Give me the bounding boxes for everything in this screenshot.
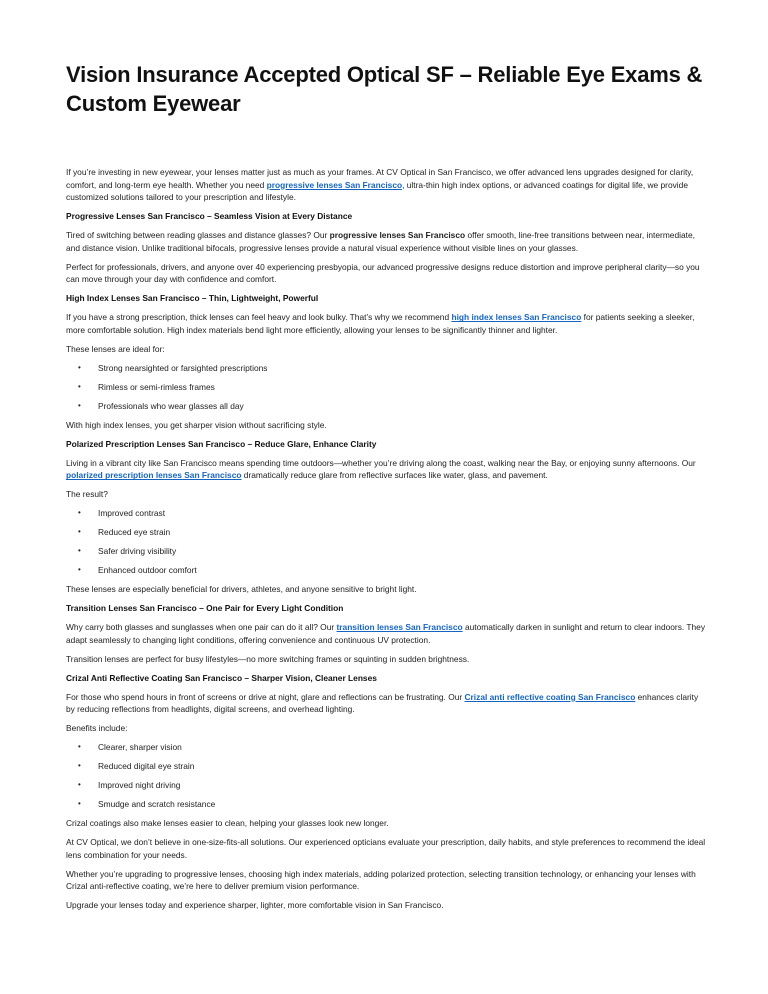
progressive-paragraph-1 xyxy=(66,229,708,254)
bold-text: progressive lenses San Francisco xyxy=(329,230,466,241)
text: automatically darken in sunlight and return to clear indoors. They adapt seamlessly to changing light conditions, offering convenience and continuous UV protection. xyxy=(66,622,706,645)
crizal-list-intro: Benefits include: xyxy=(66,723,128,734)
transition-paragraph-2: Transition lenses are perfect for busy lifestyles—no more switching frames or squinting in sudden brightness. xyxy=(66,653,470,664)
polarized-list xyxy=(66,507,708,577)
list-item: • Safer driving visibility xyxy=(66,545,708,558)
text: For those who spend hours in front of screens or drive at night, glare and reflections can be frustrating. Our xyxy=(66,691,465,702)
section-heading-polarized: Polarized Prescription Lenses San Francisco – Reduce Glare, Enhance Clarity xyxy=(66,438,377,449)
list-item: • Professionals who wear glasses all day xyxy=(66,400,708,413)
polarized-paragraph-1 xyxy=(66,457,708,482)
section-heading-progressive: Progressive Lenses San Francisco – Seamless Vision at Every Distance xyxy=(66,211,353,222)
crizal-paragraph-1 xyxy=(66,691,708,716)
crizal-list xyxy=(66,741,708,811)
list-item: • Enhanced outdoor comfort xyxy=(66,564,708,577)
section-heading-transition: Transition Lenses San Francisco – One Pair for Every Light Condition xyxy=(66,603,344,614)
intro-text-end: , ultra-thin high index options, or advanced coatings for digital life, we provide customized solutions tailored to your prescription and lifestyle. xyxy=(66,179,688,203)
closing-paragraph-3: Upgrade your lenses today and experience sharper, lighter, more comfortable vision in San Francisco. xyxy=(66,900,444,911)
list-item: • Improved contrast xyxy=(66,507,708,520)
polarized-lenses-link[interactable]: polarized prescription lenses San Francisco xyxy=(66,470,242,481)
progressive-lenses-link[interactable]: progressive lenses San Francisco xyxy=(266,179,403,190)
closing-paragraph-1: At CV Optical, we don’t believe in one-size-fits-all solutions. Our experienced opticians evaluate your prescription, daily habits, and style preferences to recommend the ideal lens combination for your needs. xyxy=(66,837,706,860)
text: dramatically reduce glare from reflective surfaces like water, glass, and pavement. xyxy=(241,470,548,481)
text: Tired of switching between reading glasses and distance glasses? Our xyxy=(66,230,330,241)
crizal-coating-link[interactable]: Crizal anti reflective coating San Francisco xyxy=(464,691,636,702)
high-index-list-intro: These lenses are ideal for: xyxy=(66,343,165,354)
document-page xyxy=(66,60,708,918)
high-index-paragraph-1 xyxy=(66,311,708,336)
list-item: • Strong nearsighted or farsighted prescriptions xyxy=(66,362,708,375)
list-item: • Clearer, sharper vision xyxy=(66,741,708,754)
section-heading-crizal: Crizal Anti Reflective Coating San Francisco – Sharper Vision, Cleaner Lenses xyxy=(66,672,377,683)
high-index-closing: With high index lenses, you get sharper vision without sacrificing style. xyxy=(66,419,327,430)
list-item: • Reduced eye strain xyxy=(66,526,708,539)
section-heading-high-index: High Index Lenses San Francisco – Thin, Lightweight, Powerful xyxy=(66,293,319,304)
text: Living in a vibrant city like San Francisco means spending time outdoors—whether you’re driving along the coast, walking near the Bay, or enjoying sunny afternoons. Our xyxy=(66,457,696,468)
list-item: • Reduced digital eye strain xyxy=(66,760,708,773)
polarized-closing: These lenses are especially beneficial for drivers, athletes, and anyone sensitive to bright light. xyxy=(66,584,417,595)
progressive-paragraph-2: Perfect for professionals, drivers, and anyone over 40 experiencing presbyopia, our advanced progressive designs reduce distortion and improve peripheral clarity—so you can move through your day with confidence and comfort. xyxy=(66,261,700,285)
polarized-list-intro: The result? xyxy=(66,489,108,500)
text: If you have a strong prescription, thick lenses can feel heavy and look bulky. That’s why we recommend xyxy=(66,312,452,323)
closing-paragraph-2: Whether you’re upgrading to progressive lenses, choosing high index materials, adding polarized protection, selecting transition technology, or enhancing your lenses with Crizal anti-reflective coating, we’re here to deliver premium vision performance. xyxy=(66,868,696,892)
high-index-list xyxy=(66,362,708,413)
list-item: • Improved night driving xyxy=(66,779,708,792)
text: enhances clarity by reducing reflections from headlights, digital screens, and overhead lighting. xyxy=(66,691,699,715)
intro-paragraph xyxy=(66,166,708,204)
text: Why carry both glasses and sunglasses when one pair can do it all? Our xyxy=(66,622,337,633)
high-index-lenses-link[interactable]: high index lenses San Francisco xyxy=(451,312,582,323)
text: for patients seeking a sleeker, more comfortable solution. High index materials bend light more efficiently, allowing your lenses to be significantly thinner and lighter. xyxy=(66,312,695,335)
page-title: Vision Insurance Accepted Optical SF – Reliable Eye Exams & Custom Eyewear xyxy=(66,62,703,116)
transition-paragraph-1 xyxy=(66,621,708,646)
transition-lenses-link[interactable]: transition lenses San Francisco xyxy=(336,622,463,633)
text: offer smooth, line-free transitions between near, intermediate, and distance vision. Unlike traditional bifocals, progressive lenses provide a natural visual experience without visible lines on your glasses. xyxy=(66,230,695,253)
intro-text: If you’re investing in new eyewear, your lenses matter just as much as your frames. At CV Optical in San Francisco, we offer advanced lens upgrades designed for clarity, comfort, and long-term eye health. Whether you need xyxy=(66,167,694,190)
list-item: • Smudge and scratch resistance xyxy=(66,798,708,811)
crizal-closing: Crizal coatings also make lenses easier to clean, helping your glasses look new longer. xyxy=(66,818,389,829)
list-item: • Rimless or semi-rimless frames xyxy=(66,381,708,394)
